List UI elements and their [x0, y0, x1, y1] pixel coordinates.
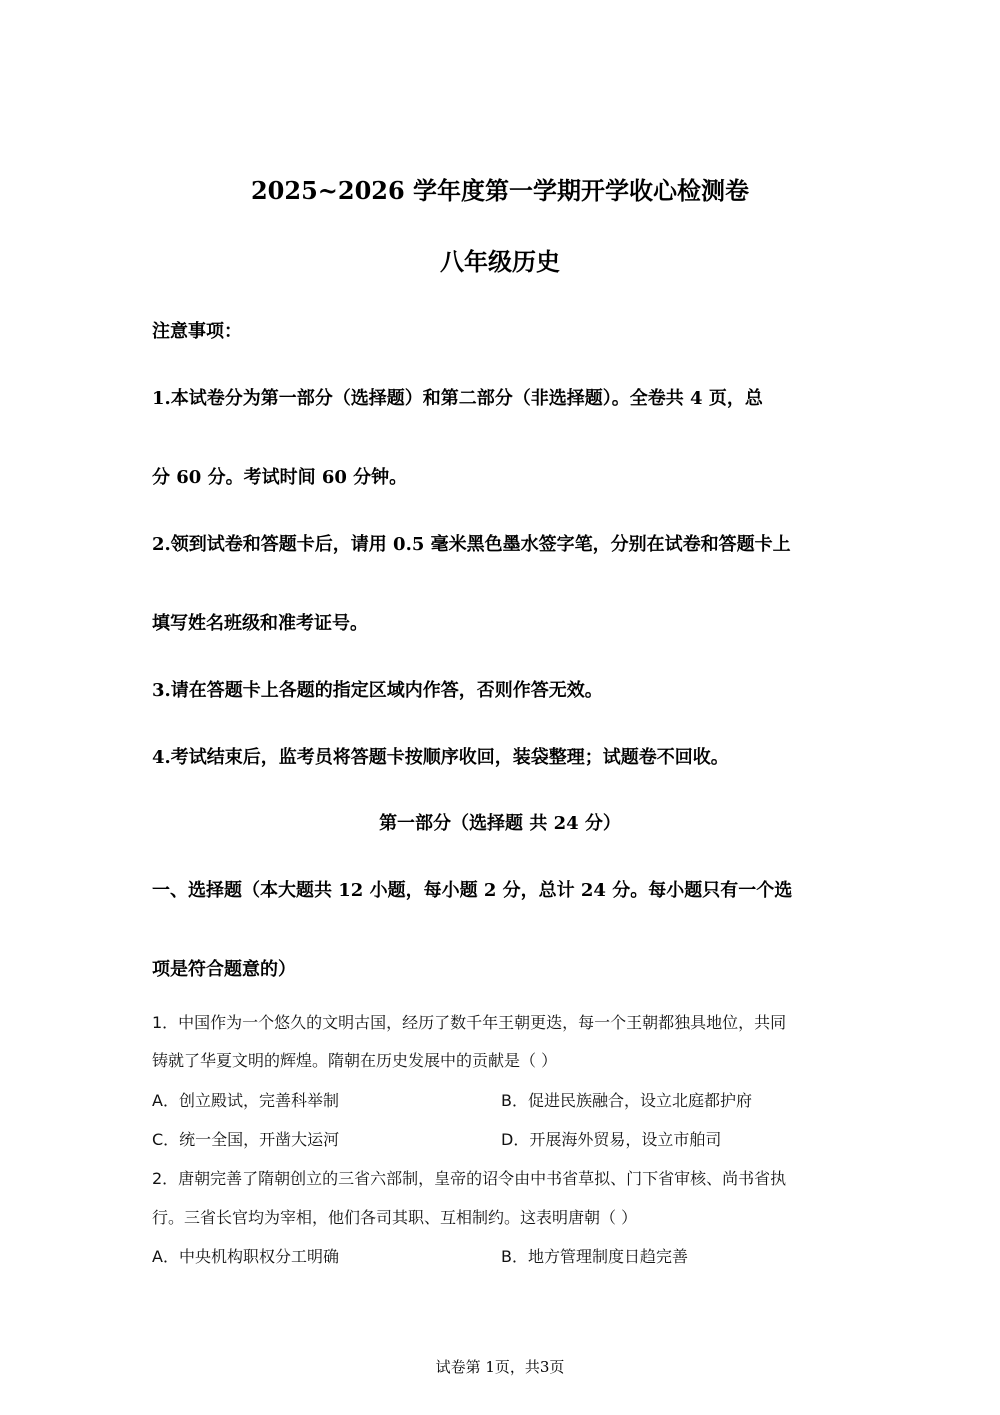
question-1-option-a: A．创立殿试，完善科举制 — [152, 1091, 339, 1110]
question-2-stem-line-2: 行。三省长官均为宰相，他们各司其职、互相制约。这表明唐朝（ ） — [152, 1208, 638, 1227]
exam-subtitle: 八年级历史 — [440, 247, 560, 276]
notice-item-1-line-2: 分 60 分。考试时间 60 分钟。 — [152, 467, 408, 488]
notice-item-2-line-1: 2.领到试卷和答题卡后，请用 0.5 毫米黑色墨水签字笔，分别在试卷和答题卡上 — [152, 534, 791, 555]
section-title-line-1: 一、选择题（本大题共 12 小题，每小题 2 分，总计 24 分。每小题只有一个选 — [152, 880, 793, 901]
question-2-option-a: A．中央机构职权分工明确 — [152, 1247, 339, 1266]
exam-title: 2025~2026 学年度第一学期开学收心检测卷 — [250, 176, 750, 205]
question-2-option-b: B．地方管理制度日趋完善 — [501, 1247, 688, 1266]
section-title-line-2: 项是符合题意的） — [152, 959, 296, 980]
notice-heading: 注意事项： — [152, 321, 242, 342]
page-footer: 试卷第 1页，共3页 — [435, 1358, 565, 1376]
question-1-option-d: D．开展海外贸易，设立市舶司 — [501, 1130, 722, 1149]
question-1-option-c: C．统一全国，开凿大运河 — [152, 1130, 340, 1149]
notice-item-4: 4.考试结束后，监考员将答题卡按顺序收回，装袋整理；试题卷不回收。 — [152, 747, 729, 768]
question-1-option-b: B．促进民族融合，设立北庭都护府 — [501, 1091, 752, 1110]
question-2-stem-line-1: 2．唐朝完善了隋朝创立的三省六部制，皇帝的诏令由中书省草拟、门下省审核、尚书省执 — [152, 1169, 787, 1188]
notice-item-1-line-1: 1.本试卷分为第一部分（选择题）和第二部分（非选择题）。全卷共 4 页，总 — [152, 388, 763, 409]
question-1-stem-line-2: 铸就了华夏文明的辉煌。隋朝在历史发展中的贡献是（ ） — [152, 1051, 558, 1070]
notice-item-2-line-2: 填写姓名班级和准考证号。 — [152, 613, 368, 634]
part-one-heading: 第一部分（选择题 共 24 分） — [379, 813, 621, 834]
notice-item-3: 3.请在答题卡上各题的指定区域内作答，否则作答无效。 — [152, 680, 603, 701]
question-1-stem-line-1: 1．中国作为一个悠久的文明古国，经历了数千年王朝更迭，每一个王朝都独具地位，共同 — [152, 1013, 787, 1032]
